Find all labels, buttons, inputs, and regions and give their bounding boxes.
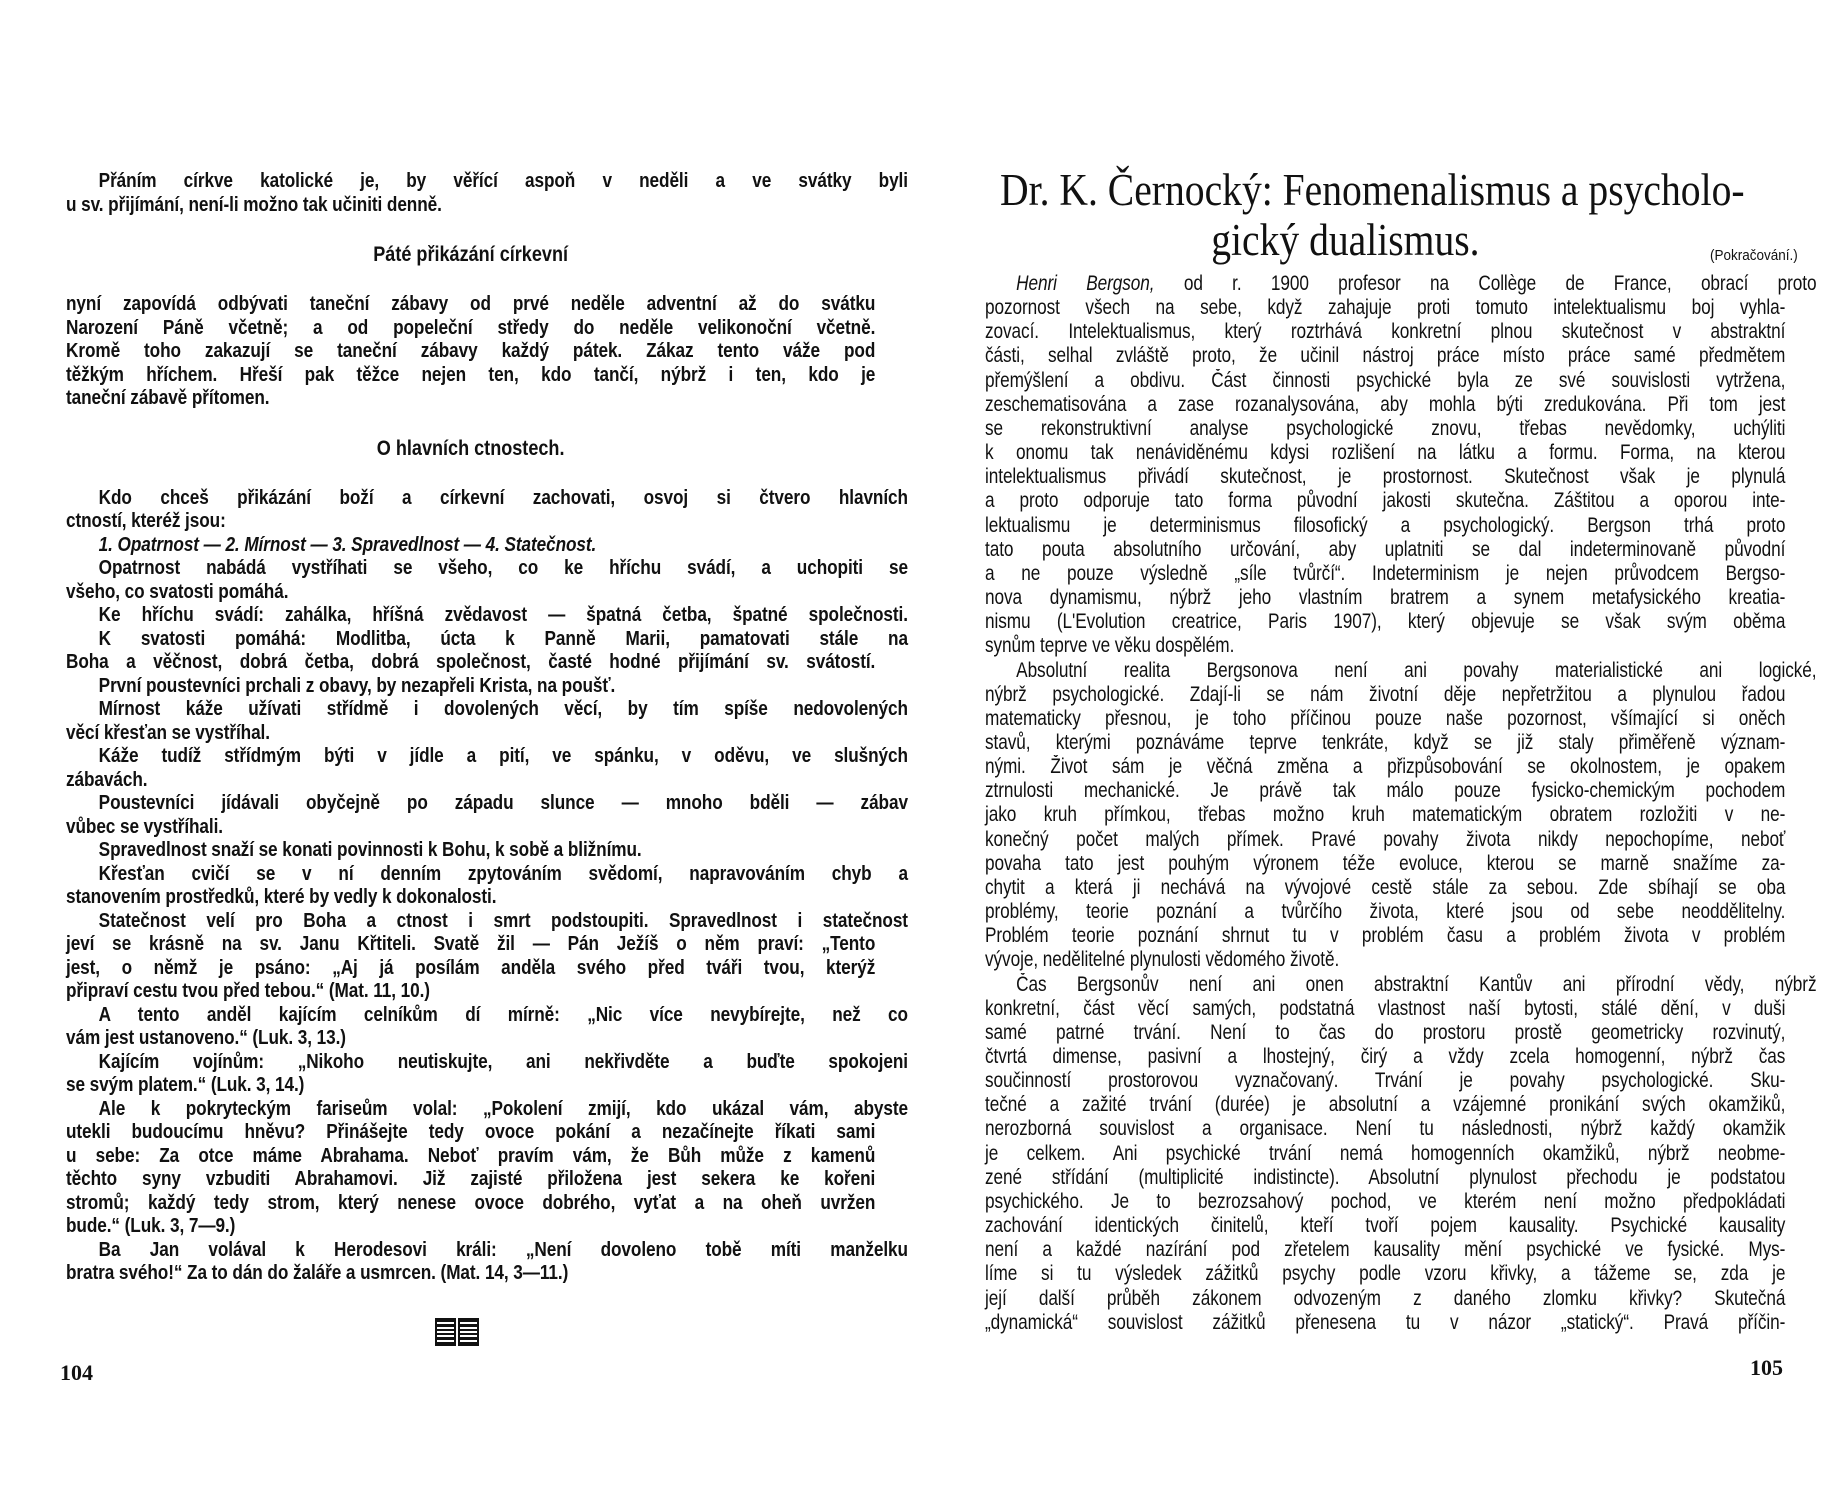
paragraph-line: Problém teorie poznání shrnut tu v problém času a problém života v problém <box>985 924 1786 948</box>
paragraph-line: ztrnulosti mechanické. Je právě tak málo pouze fysicko-chemickým pochodem <box>985 779 1786 803</box>
paragraph-line: A tento anděl kajícím celníkům dí mírně: „Nic více nevybírejte, než co <box>98 1003 908 1026</box>
paragraph-line: synům teprve ve věku dospělém. <box>985 634 1235 658</box>
paragraph-line: nými. Život sám je věčná změna a přizpůsobování se okolnostem, je opakem <box>985 755 1786 779</box>
paragraph-line: Poustevníci jídávali obyčejně po západu slunce — mnoho bděli — zábav <box>98 792 908 814</box>
paragraph-line: je celkem. Ani psychické trvání nemá homogenních okamžiků, nýbrž neobme- <box>985 1141 1786 1165</box>
paragraph-line: nismu (L'Evolution creatrice, Paris 1907), který objevuje se však svým oběma <box>985 610 1786 634</box>
paragraph-line: intelektualismus přivádí skutečnost, je prostornost. Skutečnost však je plynulá <box>985 465 1786 489</box>
page-number-left: 104 <box>60 1360 93 1385</box>
paragraph-line: její další průběh zákonem odvozeným z daného zlomku křivky? Skutečná <box>985 1286 1786 1310</box>
paragraph-line: konkretní, část věcí samých, podstatná vlastnost naší bytosti, stálé dění, v duši <box>985 996 1786 1020</box>
paragraph-line: tato pouta absolutního určování, aby uplatniti se dal indeterminovaně původní <box>985 537 1786 561</box>
paragraph-line: Kdo chceš přikázání boží a církevní zachovati, osvoj si čtvero hlavních <box>98 486 908 509</box>
left-page <box>0 0 920 1500</box>
paragraph-line: vám jest ustanoveno.“ (Luk. 3, 13.) <box>66 1027 346 1049</box>
paragraph-line: všeho, co svatosti pomáhá. <box>66 580 289 603</box>
paragraph-line: Kromě toho zakazují se taneční zábavy každý pátek. Zákaz tento váže pod <box>66 340 876 362</box>
paragraph-line: zeschematisována a zase rozanalysována, aby mohla býti zredukována. Při tom jest <box>985 392 1786 416</box>
article-title-line-1: Dr. K. Černocký: Fenomenalismus a psycholo- <box>1000 165 1745 215</box>
paragraph-line: nova dynamismu, nýbrž jeho vlastním bratrem a synem metafysického kreatia- <box>985 586 1786 610</box>
paragraph-line-first: Henri Bergson, od r. 1900 profesor na Collège de France, obrací proto <box>1016 272 1817 295</box>
paragraph-line: u sv. přijímání, není-li možno tak učiniti denně. <box>66 193 442 216</box>
paragraph-line: těžkým hříchem. Hřeší pak těžce nejen ten, kdo tančí, nýbrž i ten, kdo je <box>66 363 876 386</box>
paragraph-line: stavů, kterými poznáváme teprve tenkráte, když se již staly přiměřeně význam- <box>985 730 1786 754</box>
paragraph-line: stromů; každý tedy strom, který nenese ovoce dobrého, vyťat a na oheň uvržen <box>66 1191 876 1214</box>
paragraph-line: zovací. Intelektualismus, který roztrhává konkretní plnou skutečnost v abstraktní <box>985 320 1786 344</box>
paragraph-line: Přáním církve katolické je, by věřící aspoň v neděli a ve svátky byli <box>98 170 908 192</box>
page-number-right: 105 <box>1750 1355 1783 1380</box>
paragraph-line: zábavách. <box>66 768 148 791</box>
paragraph-line: k onomu tak nenáviděnému kdysi rozlišení na látku a formu. Forma, na kterou <box>985 441 1786 465</box>
paragraph-line: „dynamická“ souvislost zážitků přenesena tu v názor „statický“. Pravá příčin- <box>985 1310 1786 1334</box>
paragraph-line: připraví cestu tvou před tebou.“ (Mat. 11, 10.) <box>66 980 430 1002</box>
paragraph-line: vývoje, nedělitelné plynulosti vědomého životě. <box>985 948 1340 972</box>
paragraph-line: Ke hříchu svádí: zahálka, hříšná zvědavost — špatná četba, špatné společnosti. <box>98 604 908 626</box>
continued-label: (Pokračování.) <box>1710 247 1798 264</box>
paragraph-line: Káže tudíž střídmým býti v jídle a pití, ve spánku, v oděvu, ve slušných <box>98 745 908 767</box>
paragraph-line: Narození Páně včetně; a od popeleční středy do neděle velikonoční včetně. <box>66 316 876 339</box>
paragraph-line: a ne pouze výsledně „síle tvůrčí“. Indeterminism je nejen průvodcem Bergso- <box>985 561 1786 585</box>
paragraph-line: Boha a věčnost, dobrá četba, dobrá společnost, časté hodné přijímání sv. svátostí. <box>66 651 876 673</box>
paragraph-line: nyní zapovídá odbývati taneční zábavy od prvé neděle adventní až do svátku <box>66 293 876 315</box>
paragraph-line: Kajícím vojínům: „Nikoho neutiskujte, ani nekřivděte a buďte spokojeni <box>98 1050 908 1073</box>
paragraph-line: bratra svého!“ Za to dán do žaláře a usmrcen. (Mat. 14, 3—11.) <box>66 1262 569 1284</box>
paragraph-line: Ba Jan volával k Herodesovi králi: „Není dovoleno tobě míti manželku <box>98 1238 908 1261</box>
paragraph-line: lektualismu je determinismus filosofický a psychologický. Bergson trhá proto <box>985 513 1786 537</box>
paragraph-line: u sebe: Za otce máme Abrahama. Neboť pravím vám, že Bůh může z kamenů <box>66 1144 876 1167</box>
article-title-line-2 <box>1000 215 1704 265</box>
left-page-text <box>66 170 908 1286</box>
paragraph-line: vůbec se vystříhali. <box>66 815 223 838</box>
paragraph-line: Statečnost velí pro Boha a ctnost i smrt podstoupiti. Spravedlnost i statečnost <box>98 909 908 932</box>
paragraph-line: taneční zábavě přítomen. <box>66 387 270 409</box>
paragraph-line: nerozborná souvislost a organisace. Není tu následnosti, nýbrž každý okamžik <box>985 1117 1786 1141</box>
paragraph-line: problémy, teorie poznání a tvůrčího života, které jsou od sebe neoddělitelny. <box>985 900 1786 924</box>
paragraph-line: pozornost všech na sebe, když zahajuje proti tomuto intelektualismu boj vyhla- <box>985 296 1786 320</box>
paragraph-line: přemýšlení a obdivu. Část činnosti psychické byla ze své souvislosti vytržena, <box>985 368 1786 392</box>
paragraph-line: Ale k pokryteckým fariseům volal: „Pokolení zmijí, kdo ukázal vám, abyste <box>98 1097 908 1120</box>
paragraph-line: není a každé nazírání pod zřetelem kausality mění psychické ve fysické. Mys- <box>985 1238 1786 1262</box>
paragraph-line: Opatrnost nabádá vystříhati se všeho, co ke hříchu svádí, a uchopiti se <box>98 557 908 579</box>
paragraph-line: líme si tu výsledek zážitků psychy podle vzoru křivky, a tážeme se, zda je <box>985 1262 1786 1286</box>
paragraph-line: jeví se krásně na sv. Janu Křtiteli. Svatě žil — Pán Ježíš o něm praví: „Tento <box>66 933 876 955</box>
right-page-text <box>985 272 1817 1335</box>
paragraph-line: Křesťan cvičí se v ní denním zpytováním svědomí, napravováním chyb a <box>98 862 908 885</box>
paragraph-line: K svatosti pomáhá: Modlitba, úcta k Panně Marii, pamatovati stále na <box>98 627 908 650</box>
paragraph-line: Spravedlnost snaží se konati povinnosti k Bohu, k sobě a bližnímu. <box>98 839 642 861</box>
paragraph-line: První poustevníci prchali z obavy, by nezapřeli Krista, na poušť. <box>98 674 616 697</box>
paragraph-line: Čas Bergsonův není ani onen abstraktní Kantův ani přírodní vědy, nýbrž <box>1016 972 1817 996</box>
paragraph-line: samé patrné trvání. Není to čas do prostoru prostě geometricky rozvinutý, <box>985 1020 1786 1044</box>
paragraph-line: a proto odporuje tato forma původní jakosti skutečna. Záštitou a oporou inte- <box>985 489 1786 513</box>
paragraph-line: utekli budoucímu hněvu? Přinášejte tedy ovoce pokání a nezačínejte říkati sami <box>66 1121 876 1143</box>
paragraph-line: zené střídání (multiplicité indistincte). Absolutní plynulost přechodu je podstatou <box>985 1165 1786 1189</box>
paragraph-line: se svým platem.“ (Luk. 3, 14.) <box>66 1074 305 1096</box>
paragraph-line: zachování identických činitelů, kteří tvoří pojem kausality. Psychické kausality <box>985 1214 1786 1238</box>
paragraph-line: bude.“ (Luk. 3, 7—9.) <box>66 1215 236 1237</box>
paragraph-line: Mírnost káže užívati střídmě i dovolených věcí, by tím spíše nedovolených <box>98 698 908 720</box>
virtues-list: 1. Opatrnost — 2. Mírnost — 3. Spravedlnost — 4. Statečnost. <box>98 533 597 556</box>
section-heading-fifth-commandment: Páté přikázání církevní <box>373 243 568 266</box>
paragraph-line: psychického. Je to bezrozsahový pochod, ve kterém není možno předpokládati <box>985 1189 1786 1213</box>
article-title-line-2-text: gický dualismus. <box>1211 215 1480 265</box>
paragraph-line: nýbrž psychologické. Zdají-li se nám životní děje nepřetržitou a plynulou řadou <box>985 682 1786 706</box>
book-ornament-icon <box>435 1318 479 1346</box>
paragraph-line: jako kruh přímkou, třebas možno kruh matematickým obratem rozložiti v ne- <box>985 803 1786 827</box>
paragraph-line: Absolutní realita Bergsonova není ani povahy materialistické ani logické, <box>1016 658 1817 682</box>
paragraph-line: jest, o němž je psáno: „Aj já posílám anděla svého před tváři tvou, kterýž <box>66 956 876 979</box>
section-heading-cardinal-virtues: O hlavních ctnostech. <box>376 436 565 460</box>
paragraph-line: věcí křesťan se vystříhal. <box>66 721 270 744</box>
paragraph-line: matematicky přesnou, je toho příčinou pouze naše pozornost, všímající si oněch <box>985 706 1786 730</box>
paragraph-line: se rekonstruktivní analyse psychologické znovu, třebas nevědomky, uchýliti <box>985 416 1786 440</box>
article-title <box>1000 165 1800 265</box>
paragraph-line: chytit a která ji nechává na vývojové cestě stále za sebou. Zde sbíhají se oba <box>985 875 1786 899</box>
author-name: Henri Bergson, <box>1016 272 1155 295</box>
paragraph-line: ctností, kteréž jsou: <box>66 510 226 532</box>
paragraph-line: povaha tato jest pouhým výronem téže evoluce, kterou se marně snažíme za- <box>985 851 1786 875</box>
paragraph-line: těchto syny vzbuditi Abrahamovi. Již zajisté přiložena jest sekera ke kořeni <box>66 1168 876 1190</box>
paragraph-line: součinností prostorovou vyznačovaný. Trvání je povahy psychologické. Sku- <box>985 1069 1786 1093</box>
paragraph-line: tečné a zažité trvání (durée) je absolutní a vzájemné pronikání svých okamžiků, <box>985 1093 1786 1117</box>
paragraph-line: části, selhal zvláště proto, že učinil nástroj práce místo práce samé předmětem <box>985 344 1786 368</box>
paragraph-line: čtvrtá dimense, pasivní a lhostejný, čirý a vždy zcela homogenní, nýbrž čas <box>985 1045 1786 1068</box>
paragraph-line: stanovením prostředků, které by vedly k dokonalosti. <box>66 886 497 908</box>
paragraph-line: konečný počet malých přímek. Pravé povahy života nikdy nepochopíme, neboť <box>985 827 1786 851</box>
